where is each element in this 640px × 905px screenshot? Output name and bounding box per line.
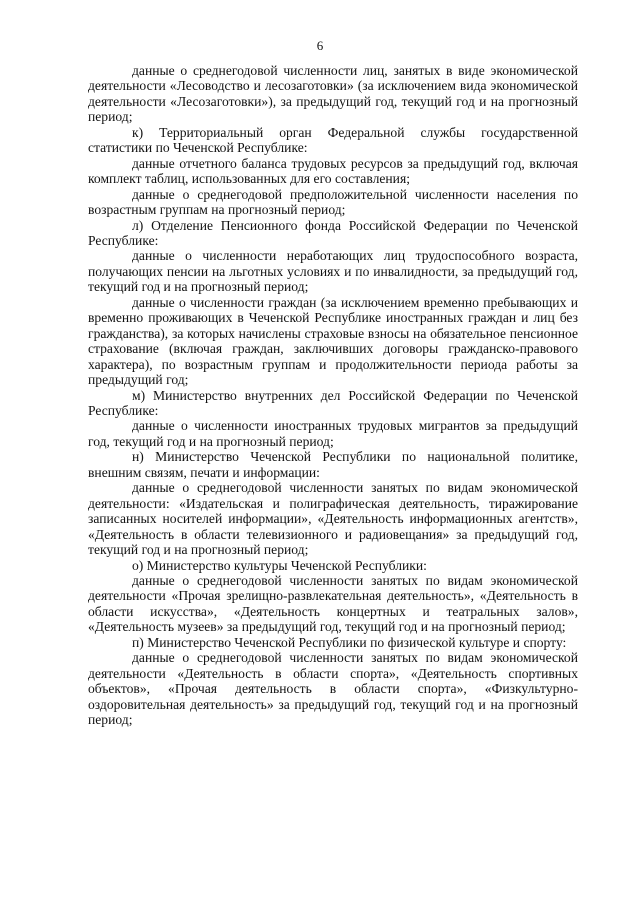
paragraph-media-employment: данные о среднегодовой численности занятых по видам экономической деятельности: «Издательская и полиграфическая деятельность, тиражирование записанных носителей информации», «Деятельность информационных агентств», «Деятельность в области телевизионного и радиовещания» за предыдущий год, текущий год и на прогнозный период; xyxy=(88,480,578,558)
paragraph-item-p-heading: п) Министерство Чеченской Республики по физической культуре и спорту: xyxy=(132,634,567,650)
page-number: 6 xyxy=(316,38,324,53)
paragraph-pensioners: данные о численности неработающих лиц трудоспособного возраста, получающих пенсии на льготных условиях и по инвалидности, за предыдущий год, текущий год и на прогнозный период; xyxy=(88,248,578,295)
paragraph-forestry-employment: данные о среднегодовой численности лиц, занятых в виде экономической деятельности «Лесоводство и лесозаготовки» (за исключением вида экономической деятельности «Лесозаготовки»), за предыдущий год, текущий год и на прогнозный период; xyxy=(88,63,578,125)
paragraph-item-n-heading: н) Министерство Чеченской Республики по национальной политике, внешним связям, печати и информации: xyxy=(88,449,578,480)
paragraph-migrants: данные о численности иностранных трудовых мигрантов за предыдущий год, текущий год и на прогнозный период; xyxy=(88,418,578,449)
paragraph-population-forecast: данные о среднегодовой предположительной численности населения по возрастным группам на прогнозный период; xyxy=(88,186,578,218)
paragraph-insured-citizens: данные о численности граждан (за исключением временно пребывающих и временно проживающих в Чеченской Республике иностранных граждан и лиц без гражданства), за которых начислены страховые взносы на обязательное пенсионное страхование (включая граждан, заключивших договоры гражданско-правового характера), по возрастным группам и продолжительности периода работы за предыдущий год; xyxy=(88,294,578,388)
paragraph-item-k-heading: к) Территориальный орган Федеральной службы государственной статистики по Чеченской Республике: xyxy=(88,124,578,156)
paragraph-item-o-heading: о) Министерство культуры Чеченской Республики: xyxy=(132,557,427,573)
paragraph-sport-employment: данные о среднегодовой численности занятых по видам экономической деятельности «Деятельность в области спорта», «Деятельность спортивных объектов», «Прочая деятельность в области спорта», «Физкультурно-оздоровительная деятельность» за предыдущий год, текущий год и на прогнозный период; xyxy=(88,650,578,728)
document-body xyxy=(88,63,578,727)
paragraph-item-l-heading: л) Отделение Пенсионного фонда Российской Федерации по Чеченской Республике: xyxy=(88,217,578,248)
paragraph-labor-balance: данные отчетного баланса трудовых ресурсов за предыдущий год, включая комплект таблиц, использованных для его составления; xyxy=(88,155,578,187)
paragraph-culture-employment: данные о среднегодовой численности занятых по видам экономической деятельности «Прочая зрелищно-развлекательная деятельность», «Деятельность в области искусства», «Деятельность концертных и театральных залов», «Деятельность музеев» за предыдущий год, текущий год и на прогнозный период; xyxy=(88,572,578,635)
paragraph-item-m-heading: м) Министерство внутренних дел Российской Федерации по Чеченской Республике: xyxy=(88,387,578,418)
